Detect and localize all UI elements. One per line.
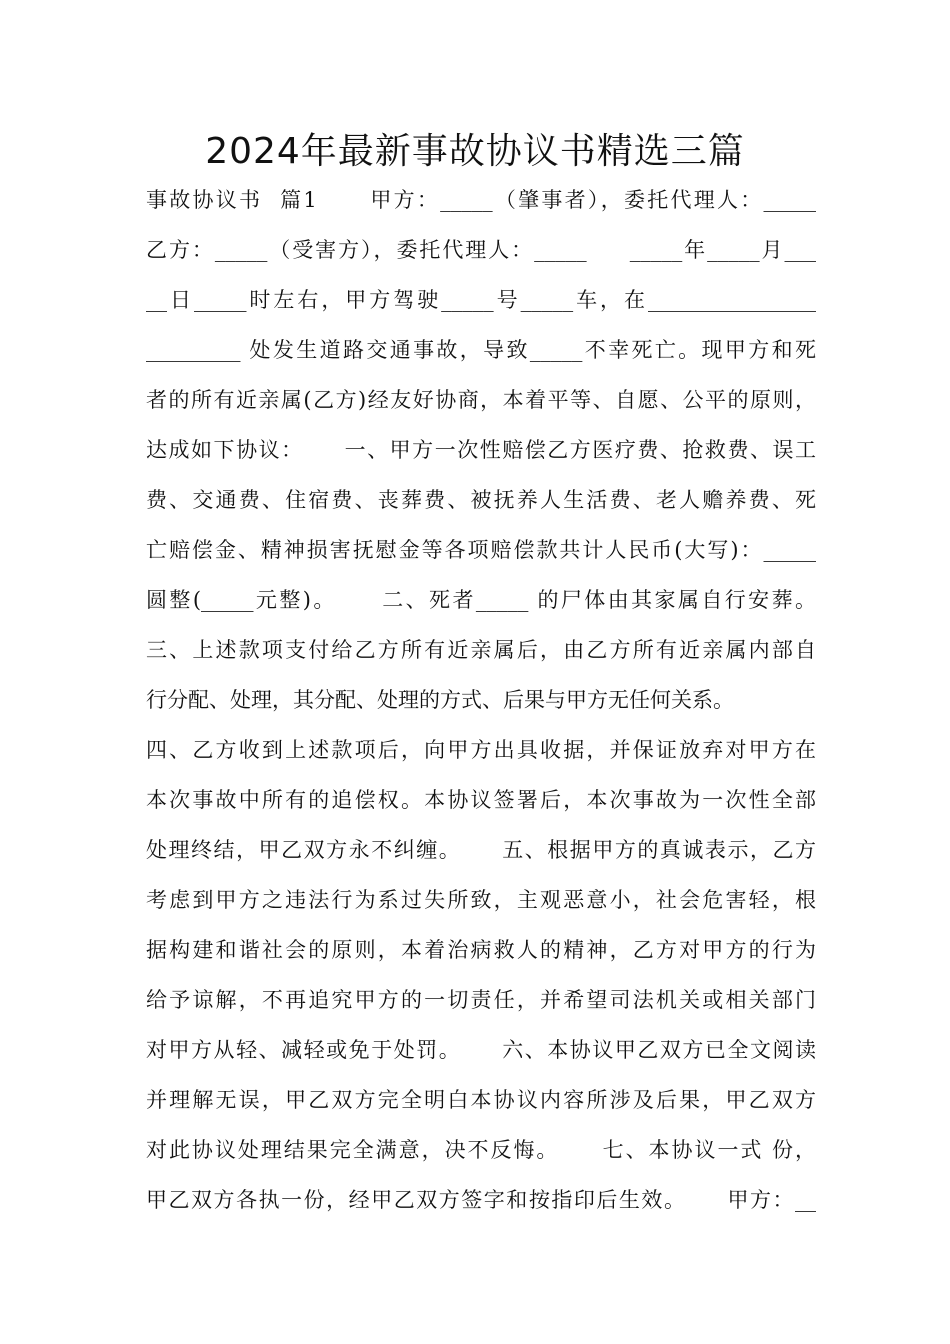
document-title: 2024年最新事故协议书精选三篇 (205, 131, 745, 172)
body-line: 乙方：_____（受害方），委托代理人：_____ _____年_____月___ (146, 238, 816, 262)
body-line: 对此协议处理结果完全满意，决不反悔。 七、本协议一式 份， (146, 1138, 816, 1162)
body-line: 处理终结，甲乙双方永不纠缠。 五、根据甲方的真诚表示，乙方 (146, 838, 816, 862)
body-line: 行分配、处理，其分配、处理的方式、后果与甲方无任何关系。 (146, 688, 734, 712)
body-line: 达成如下协议： 一、甲方一次性赔偿乙方医疗费、抢救费、误工 (146, 438, 816, 462)
body-line: 亡赔偿金、精神损害抚慰金等各项赔偿款共计人民币(大写)：_____ (146, 538, 816, 562)
body-line: 据构建和谐社会的原则，本着治病救人的精神，乙方对甲方的行为 (146, 938, 816, 962)
body-line: 事故协议书 篇1 甲方：_____（肇事者），委托代理人：_____ (146, 188, 816, 212)
body-line: 考虑到甲方之违法行为系过失所致，主观恶意小，社会危害轻，根 (146, 888, 816, 912)
document-body (146, 183, 816, 1233)
body-line: __日_____时左右，甲方驾驶_____号_____车，在________________ (146, 288, 816, 312)
body-line: 费、交通费、住宿费、丧葬费、被抚养人生活费、老人赡养费、死 (146, 488, 816, 512)
body-line: 三、上述款项支付给乙方所有近亲属后，由乙方所有近亲属内部自 (146, 638, 816, 662)
body-line: 并理解无误，甲乙双方完全明白本协议内容所涉及后果，甲乙双方 (146, 1088, 816, 1112)
body-line: 本次事故中所有的追偿权。本协议签署后，本次事故为一次性全部 (146, 788, 816, 812)
body-line: 者的所有近亲属(乙方)经友好协商，本着平等、自愿、公平的原则， (146, 388, 816, 412)
body-line: 甲乙双方各执一份，经甲乙双方签字和按指印后生效。 甲方：__ (146, 1188, 816, 1212)
body-line: 圆整(_____元整)。 二、死者_____ 的尸体由其家属自行安葬。 (146, 588, 816, 612)
body-line: 四、乙方收到上述款项后，向甲方出具收据，并保证放弃对甲方在 (146, 738, 816, 762)
body-line: 给予谅解，不再追究甲方的一切责任，并希望司法机关或相关部门 (146, 988, 816, 1012)
body-line: _________ 处发生道路交通事故，导致_____不幸死亡。现甲方和死 (146, 338, 816, 362)
body-line: 对甲方从轻、减轻或免于处罚。 六、本协议甲乙双方已全文阅读 (146, 1038, 816, 1062)
